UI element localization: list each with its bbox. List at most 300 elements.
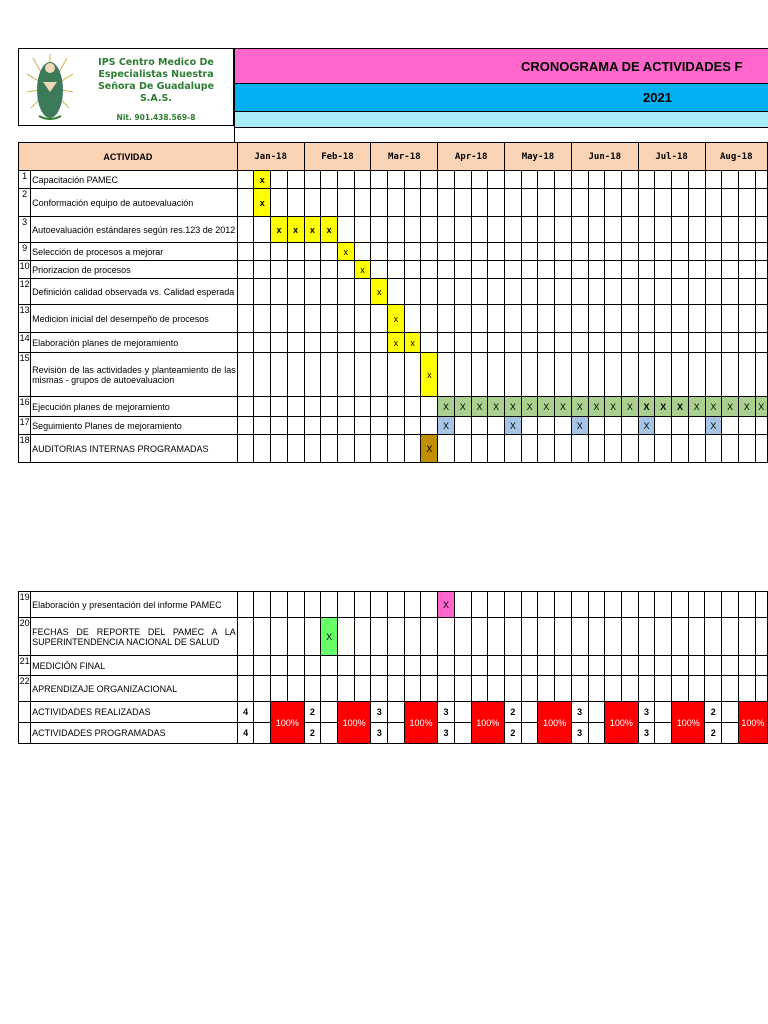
schedule-cell-r8-w11 <box>421 353 438 397</box>
schedule-cell-r5-w14 <box>471 279 488 305</box>
activity-count: 2 <box>505 723 522 744</box>
schedule-cell-r5-w4 <box>304 279 321 305</box>
schedule-cell-rb0-w11 <box>421 592 438 618</box>
schedule-cell-r1-w29 <box>722 189 739 217</box>
schedule-cell-r9-w14 <box>471 397 488 417</box>
completion-percent: 100% <box>471 702 504 744</box>
schedule-cell-r5-w1 <box>254 279 271 305</box>
schedule-cell-r9-w10 <box>404 397 421 417</box>
schedule-cell-rb0-w2 <box>271 592 288 618</box>
schedule-cell-rb3-w14 <box>471 676 488 702</box>
schedule-cell-r2-w0 <box>237 217 254 243</box>
virgin-of-guadalupe-icon <box>25 52 75 124</box>
schedule-cell-r5-w13 <box>454 279 471 305</box>
schedule-cell-r0-w22 <box>605 171 622 189</box>
schedule-cell-r4-w30 <box>738 261 755 279</box>
schedule-cell-r2-w9 <box>388 217 405 243</box>
schedule-cell-r6-w14 <box>471 305 488 333</box>
activity-count: 3 <box>571 723 588 744</box>
schedule-cell-r11-w23 <box>621 435 638 463</box>
activity-count: 3 <box>571 702 588 723</box>
schedule-cell-rb0-w14 <box>471 592 488 618</box>
schedule-cell-r9-w8 <box>371 397 388 417</box>
schedule-cell-r5-w12 <box>438 279 455 305</box>
schedule-cell-r0-w11 <box>421 171 438 189</box>
empty-cell <box>722 702 739 723</box>
schedule-cell-r7-w4 <box>304 333 321 353</box>
schedule-cell-rb2-w26 <box>672 656 689 676</box>
schedule-cell-rb3-w5 <box>321 676 338 702</box>
schedule-cell-r4-w19 <box>555 261 572 279</box>
schedule-cell-r10-w10 <box>404 417 421 435</box>
activity-label: AUDITORIAS INTERNAS PROGRAMADAS <box>31 435 238 463</box>
schedule-cell-r11-w1 <box>254 435 271 463</box>
schedule-cell-r10-w24 <box>638 417 655 435</box>
schedule-cell-rb0-w4 <box>304 592 321 618</box>
schedule-cell-r5-w18 <box>538 279 555 305</box>
schedule-cell-rb2-w30 <box>738 656 755 676</box>
activity-mark: x <box>326 224 332 235</box>
schedule-cell-rb1-w21 <box>588 618 605 656</box>
empty-cell <box>588 723 605 744</box>
schedule-cell-rb1-w14 <box>471 618 488 656</box>
activity-mark: X <box>610 401 617 412</box>
schedule-cell-r8-w31 <box>755 353 767 397</box>
schedule-cell-rb2-w19 <box>555 656 572 676</box>
row-number: 16 <box>19 397 31 417</box>
schedule-cell-r9-w31 <box>755 397 767 417</box>
schedule-cell-rb3-w24 <box>638 676 655 702</box>
schedule-cell-r3-w11 <box>421 243 438 261</box>
schedule-cell-r3-w0 <box>237 243 254 261</box>
schedule-cell-r4-w3 <box>287 261 304 279</box>
activity-mark: X <box>676 401 683 412</box>
schedule-cell-r10-w21 <box>588 417 605 435</box>
logo-block <box>18 48 234 126</box>
schedule-cell-r2-w22 <box>605 217 622 243</box>
schedule-cell-r1-w11 <box>421 189 438 217</box>
schedule-cell-r9-w13 <box>454 397 471 417</box>
activity-label: Priorizacion de procesos <box>31 261 238 279</box>
activity-mark: x <box>276 224 282 235</box>
schedule-cell-rb3-w22 <box>605 676 622 702</box>
month-header: Mar-18 <box>371 143 438 171</box>
schedule-cell-rb2-w14 <box>471 656 488 676</box>
schedule-cell-r11-w5 <box>321 435 338 463</box>
schedule-cell-r3-w22 <box>605 243 622 261</box>
schedule-cell-r4-w27 <box>688 261 705 279</box>
schedule-cell-rb1-w28 <box>705 618 722 656</box>
schedule-cell-r1-w14 <box>471 189 488 217</box>
activity-count: 2 <box>705 723 722 744</box>
activity-mark: X <box>643 401 650 412</box>
schedule-cell-r3-w1 <box>254 243 271 261</box>
year-label: 2021 <box>643 90 672 105</box>
activity-count: 4 <box>237 702 254 723</box>
schedule-cell-r8-w19 <box>555 353 572 397</box>
activity-label: Elaboración planes de mejoramiento <box>31 333 238 353</box>
schedule-cell-r11-w21 <box>588 435 605 463</box>
schedule-cell-r1-w30 <box>738 189 755 217</box>
table-row <box>19 397 768 417</box>
schedule-cell-rb1-w11 <box>421 618 438 656</box>
schedule-cell-rb0-w8 <box>371 592 388 618</box>
cyan-band <box>234 112 768 128</box>
schedule-cell-r0-w9 <box>388 171 405 189</box>
schedule-cell-r2-w21 <box>588 217 605 243</box>
schedule-cell-r1-w7 <box>354 189 371 217</box>
activity-mark: X <box>643 420 650 431</box>
activity-mark: X <box>543 401 550 412</box>
schedule-cell-r10-w9 <box>388 417 405 435</box>
schedule-cell-rb1-w31 <box>755 618 767 656</box>
schedule-cell-rb1-w8 <box>371 618 388 656</box>
row-number: 9 <box>19 243 31 261</box>
schedule-cell-rb3-w18 <box>538 676 555 702</box>
schedule-cell-r0-w17 <box>521 171 538 189</box>
schedule-cell-r6-w30 <box>738 305 755 333</box>
schedule-cell-r1-w23 <box>621 189 638 217</box>
schedule-cell-r3-w4 <box>304 243 321 261</box>
schedule-cell-r4-w18 <box>538 261 555 279</box>
schedule-cell-r2-w25 <box>655 217 672 243</box>
table-row <box>19 279 768 305</box>
schedule-cell-r4-w20 <box>571 261 588 279</box>
empty-cell <box>454 702 471 723</box>
schedule-cell-rb2-w28 <box>705 656 722 676</box>
schedule-cell-rb0-w16 <box>505 592 522 618</box>
schedule-cell-rb2-w16 <box>505 656 522 676</box>
schedule-cell-r10-w27 <box>688 417 705 435</box>
schedule-cell-rb3-w16 <box>505 676 522 702</box>
spacer-band <box>234 128 768 142</box>
title-bar <box>234 48 768 84</box>
schedule-cell-r10-w0 <box>237 417 254 435</box>
schedule-cell-r3-w10 <box>404 243 421 261</box>
activity-label: Medicion inicial del desempeño de procesos <box>31 305 238 333</box>
schedule-cell-r2-w24 <box>638 217 655 243</box>
schedule-cell-rb3-w12 <box>438 676 455 702</box>
row-number: 17 <box>19 417 31 435</box>
schedule-cell-r0-w24 <box>638 171 655 189</box>
schedule-cell-r11-w19 <box>555 435 572 463</box>
schedule-cell-r6-w11 <box>421 305 438 333</box>
schedule-cell-r2-w30 <box>738 217 755 243</box>
schedule-table <box>18 142 768 463</box>
schedule-cell-r2-w12 <box>438 217 455 243</box>
schedule-cell-rb0-w18 <box>538 592 555 618</box>
schedule-cell-rb0-w21 <box>588 592 605 618</box>
schedule-cell-r8-w1 <box>254 353 271 397</box>
schedule-cell-rb2-w11 <box>421 656 438 676</box>
logo-nit: Nit. 901.438.569-8 <box>116 113 196 122</box>
schedule-cell-r2-w27 <box>688 217 705 243</box>
schedule-cell-r0-w14 <box>471 171 488 189</box>
summary-table <box>18 591 768 744</box>
schedule-cell-r10-w7 <box>354 417 371 435</box>
schedule-cell-rb1-w19 <box>555 618 572 656</box>
schedule-cell-r2-w3 <box>287 217 304 243</box>
schedule-cell-r4-w5 <box>321 261 338 279</box>
activity-label: FECHAS DE REPORTE DEL PAMEC A LA SUPERINTENDENCIA NACIONAL DE SALUD <box>31 618 238 656</box>
table-row <box>19 656 768 676</box>
schedule-cell-r4-w21 <box>588 261 605 279</box>
month-header: Jun-18 <box>571 143 638 171</box>
schedule-cell-r2-w2 <box>271 217 288 243</box>
schedule-cell-r4-w29 <box>722 261 739 279</box>
schedule-cell-r10-w29 <box>722 417 739 435</box>
schedule-cell-r8-w18 <box>538 353 555 397</box>
schedule-cell-r0-w6 <box>337 171 354 189</box>
schedule-cell-r11-w30 <box>738 435 755 463</box>
schedule-cell-r10-w12 <box>438 417 455 435</box>
schedule-cell-r1-w2 <box>271 189 288 217</box>
schedule-cell-r1-w28 <box>705 189 722 217</box>
schedule-cell-rb1-w12 <box>438 618 455 656</box>
schedule-cell-r10-w14 <box>471 417 488 435</box>
schedule-cell-r7-w12 <box>438 333 455 353</box>
schedule-cell-r5-w0 <box>237 279 254 305</box>
schedule-cell-rb1-w15 <box>488 618 505 656</box>
schedule-cell-r6-w22 <box>605 305 622 333</box>
empty-cell <box>321 702 338 723</box>
activity-mark: X <box>526 401 533 412</box>
schedule-cell-r7-w18 <box>538 333 555 353</box>
schedule-cell-r10-w22 <box>605 417 622 435</box>
schedule-cell-rb0-w10 <box>404 592 421 618</box>
schedule-cell-r11-w0 <box>237 435 254 463</box>
schedule-cell-r11-w29 <box>722 435 739 463</box>
schedule-cell-r2-w18 <box>538 217 555 243</box>
activity-mark: X <box>576 420 583 431</box>
row-number: 19 <box>19 592 31 618</box>
schedule-cell-r4-w4 <box>304 261 321 279</box>
schedule-cell-r10-w2 <box>271 417 288 435</box>
schedule-cell-rb3-w27 <box>688 676 705 702</box>
schedule-cell-rb1-w3 <box>287 618 304 656</box>
table-row <box>19 353 768 397</box>
schedule-cell-r3-w14 <box>471 243 488 261</box>
empty-cell <box>722 723 739 744</box>
activity-count: 3 <box>371 723 388 744</box>
schedule-cell-r9-w23 <box>621 397 638 417</box>
activity-count: 2 <box>304 702 321 723</box>
schedule-cell-r9-w17 <box>521 397 538 417</box>
schedule-cell-rb1-w23 <box>621 618 638 656</box>
year-bar <box>234 84 768 112</box>
schedule-cell-r11-w25 <box>655 435 672 463</box>
activity-mark: x <box>393 337 399 348</box>
schedule-cell-rb1-w6 <box>337 618 354 656</box>
schedule-cell-r6-w20 <box>571 305 588 333</box>
schedule-cell-r1-w5 <box>321 189 338 217</box>
schedule-cell-r7-w15 <box>488 333 505 353</box>
activity-mark: X <box>660 401 667 412</box>
schedule-cell-r3-w6 <box>337 243 354 261</box>
table-row <box>19 243 768 261</box>
schedule-cell-r6-w17 <box>521 305 538 333</box>
schedule-cell-r9-w19 <box>555 397 572 417</box>
schedule-cell-r3-w2 <box>271 243 288 261</box>
schedule-cell-r5-w30 <box>738 279 755 305</box>
schedule-cell-r1-w17 <box>521 189 538 217</box>
schedule-cell-r8-w20 <box>571 353 588 397</box>
schedule-cell-r0-w8 <box>371 171 388 189</box>
schedule-cell-r4-w24 <box>638 261 655 279</box>
schedule-cell-r7-w9 <box>388 333 405 353</box>
schedule-cell-rb3-w17 <box>521 676 538 702</box>
schedule-cell-r11-w4 <box>304 435 321 463</box>
schedule-cell-r2-w15 <box>488 217 505 243</box>
schedule-cell-r5-w27 <box>688 279 705 305</box>
schedule-cell-r7-w10 <box>404 333 421 353</box>
schedule-cell-r8-w13 <box>454 353 471 397</box>
schedule-cell-r2-w28 <box>705 217 722 243</box>
schedule-cell-r5-w6 <box>337 279 354 305</box>
schedule-cell-r0-w21 <box>588 171 605 189</box>
schedule-cell-r6-w28 <box>705 305 722 333</box>
schedule-cell-r6-w6 <box>337 305 354 333</box>
schedule-cell-r4-w11 <box>421 261 438 279</box>
schedule-cell-r7-w6 <box>337 333 354 353</box>
schedule-cell-r0-w20 <box>571 171 588 189</box>
schedule-cell-rb2-w31 <box>755 656 767 676</box>
schedule-cell-r7-w19 <box>555 333 572 353</box>
schedule-cell-r7-w5 <box>321 333 338 353</box>
month-header: Feb-18 <box>304 143 371 171</box>
schedule-cell-r1-w6 <box>337 189 354 217</box>
schedule-cell-rb3-w23 <box>621 676 638 702</box>
schedule-cell-rb3-w9 <box>388 676 405 702</box>
schedule-cell-r2-w20 <box>571 217 588 243</box>
schedule-cell-r4-w25 <box>655 261 672 279</box>
activity-mark: X <box>626 401 633 412</box>
activity-mark: X <box>459 401 466 412</box>
schedule-cell-r2-w16 <box>505 217 522 243</box>
schedule-cell-rb3-w15 <box>488 676 505 702</box>
schedule-cell-rb1-w18 <box>538 618 555 656</box>
row-number: 22 <box>19 676 31 702</box>
schedule-cell-rb0-w6 <box>337 592 354 618</box>
schedule-cell-rb2-w3 <box>287 656 304 676</box>
schedule-cell-r1-w19 <box>555 189 572 217</box>
schedule-cell-r1-w12 <box>438 189 455 217</box>
schedule-cell-r7-w16 <box>505 333 522 353</box>
schedule-cell-r11-w20 <box>571 435 588 463</box>
schedule-cell-r1-w4 <box>304 189 321 217</box>
schedule-cell-r7-w21 <box>588 333 605 353</box>
schedule-cell-r5-w7 <box>354 279 371 305</box>
activity-mark: x <box>343 246 349 257</box>
schedule-cell-r10-w19 <box>555 417 572 435</box>
row-number: 2 <box>19 189 31 217</box>
schedule-cell-r5-w25 <box>655 279 672 305</box>
logo-line-3: Señora De Guadalupe <box>97 81 215 92</box>
schedule-cell-r4-w2 <box>271 261 288 279</box>
schedule-cell-r2-w5 <box>321 217 338 243</box>
schedule-cell-r9-w6 <box>337 397 354 417</box>
schedule-cell-rb2-w21 <box>588 656 605 676</box>
schedule-cell-r11-w15 <box>488 435 505 463</box>
schedule-cell-r1-w15 <box>488 189 505 217</box>
schedule-cell-r0-w25 <box>655 171 672 189</box>
activity-mark: X <box>326 631 333 642</box>
schedule-cell-r11-w22 <box>605 435 622 463</box>
schedule-cell-rb3-w1 <box>254 676 271 702</box>
schedule-cell-r8-w27 <box>688 353 705 397</box>
schedule-cell-r0-w2 <box>271 171 288 189</box>
schedule-cell-rb1-w16 <box>505 618 522 656</box>
schedule-cell-rb1-w29 <box>722 618 739 656</box>
schedule-cell-r1-w20 <box>571 189 588 217</box>
schedule-cell-r5-w9 <box>388 279 405 305</box>
row-number: 13 <box>19 305 31 333</box>
schedule-cell-r3-w31 <box>755 243 767 261</box>
schedule-cell-r8-w28 <box>705 353 722 397</box>
schedule-cell-r4-w7 <box>354 261 371 279</box>
schedule-cell-r9-w18 <box>538 397 555 417</box>
schedule-cell-rb0-w19 <box>555 592 572 618</box>
activity-mark: x <box>360 264 365 275</box>
schedule-cell-rb0-w17 <box>521 592 538 618</box>
schedule-cell-r4-w9 <box>388 261 405 279</box>
schedule-cell-r11-w9 <box>388 435 405 463</box>
schedule-cell-r6-w16 <box>505 305 522 333</box>
schedule-cell-r5-w22 <box>605 279 622 305</box>
schedule-cell-r10-w17 <box>521 417 538 435</box>
activity-count: 3 <box>438 723 455 744</box>
activity-mark: x <box>293 224 299 235</box>
activity-label: Autoevaluación estándares según res.123 de 2012 <box>31 217 238 243</box>
schedule-cell-r0-w10 <box>404 171 421 189</box>
activity-mark: x <box>259 197 265 208</box>
schedule-cell-r9-w30 <box>738 397 755 417</box>
schedule-cell-r9-w1 <box>254 397 271 417</box>
schedule-cell-r11-w13 <box>454 435 471 463</box>
schedule-cell-rb0-w9 <box>388 592 405 618</box>
schedule-cell-r0-w1 <box>254 171 271 189</box>
schedule-cell-rb1-w25 <box>655 618 672 656</box>
schedule-cell-r0-w4 <box>304 171 321 189</box>
programadas-row <box>19 723 768 744</box>
schedule-cell-rb3-w19 <box>555 676 572 702</box>
schedule-cell-r4-w6 <box>337 261 354 279</box>
schedule-cell-rb3-w21 <box>588 676 605 702</box>
empty-cell <box>655 723 672 744</box>
schedule-cell-r3-w20 <box>571 243 588 261</box>
schedule-cell-r0-w31 <box>755 171 767 189</box>
schedule-cell-r4-w13 <box>454 261 471 279</box>
schedule-cell-r11-w17 <box>521 435 538 463</box>
schedule-cell-rb2-w13 <box>454 656 471 676</box>
schedule-cell-r10-w4 <box>304 417 321 435</box>
schedule-cell-r5-w26 <box>672 279 689 305</box>
schedule-cell-r6-w21 <box>588 305 605 333</box>
schedule-cell-rb3-w25 <box>655 676 672 702</box>
schedule-cell-r1-w9 <box>388 189 405 217</box>
schedule-cell-r11-w16 <box>505 435 522 463</box>
schedule-cell-rb2-w4 <box>304 656 321 676</box>
schedule-cell-r7-w7 <box>354 333 371 353</box>
schedule-cell-r8-w3 <box>287 353 304 397</box>
row-number: 21 <box>19 656 31 676</box>
schedule-cell-rb0-w12 <box>438 592 455 618</box>
schedule-cell-rb1-w24 <box>638 618 655 656</box>
schedule-cell-rb0-w3 <box>287 592 304 618</box>
schedule-cell-rb2-w29 <box>722 656 739 676</box>
activity-mark: X <box>509 401 516 412</box>
schedule-cell-r9-w12 <box>438 397 455 417</box>
